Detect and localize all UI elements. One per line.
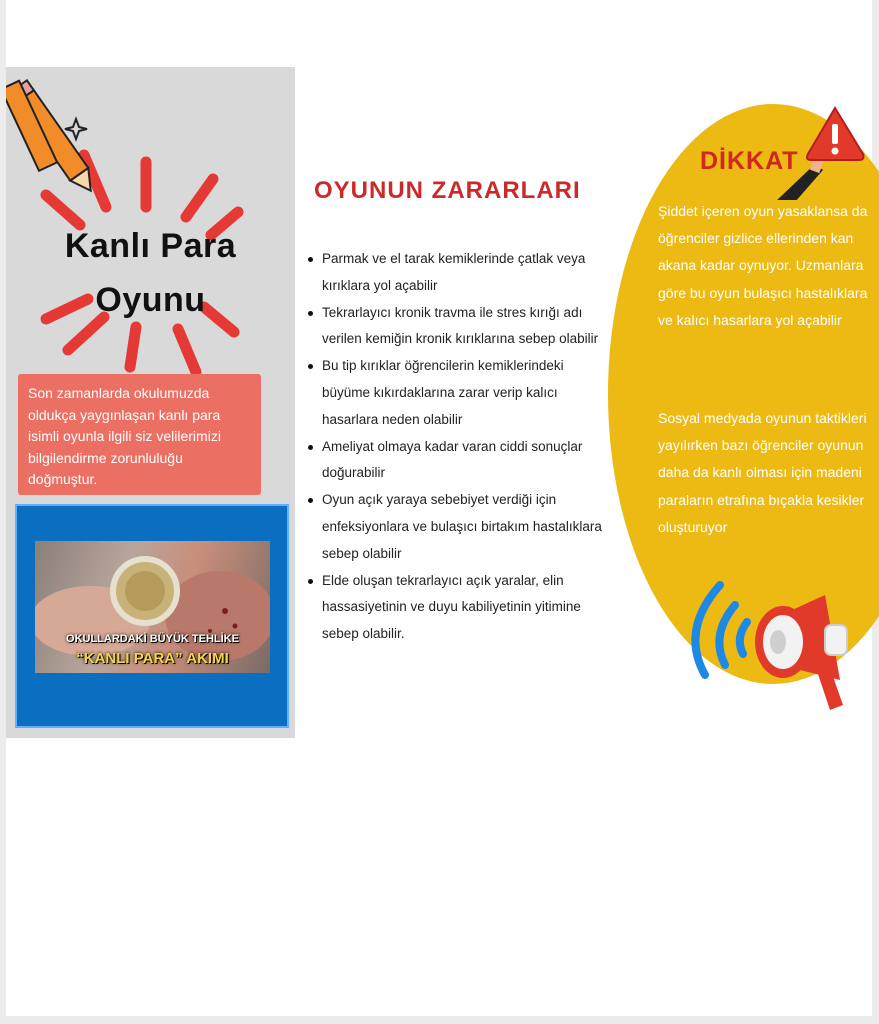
list-item: Tekrarlayıcı kronik travma ile stres kırığı adı verilen kemiğin kronik kırıklarına sebep olabilir <box>322 300 612 354</box>
harms-title: OYUNUN ZARARLARI <box>314 177 581 204</box>
info-text: Son zamanlarda okulumuzda oldukça yaygınlaşan kanlı para isimli oyunla ilgili siz velilerimizi bilgilendirme zorunluluğu doğmuştur. <box>28 385 221 487</box>
news-photo <box>35 541 270 673</box>
left-panel <box>6 67 295 738</box>
list-item: Bu tip kırıklar öğrencilerin kemiklerindeki büyüme kıkırdaklarına zarar verip kalıcı hasarlara neden olabilir <box>322 353 612 433</box>
title-line-1: Kanlı Para <box>64 227 237 265</box>
photo-caption-2: “KANLI PARA” AKIMI <box>76 650 229 667</box>
warning-paragraph-2: Sosyal medyada oyunun taktikleri yayılırken bazı öğrenciler oyunun daha da kanlı olması için madeni paraların etrafına bıçakla kesikler oluşturuyor <box>658 410 867 535</box>
title-line-2: Oyunu <box>95 281 206 319</box>
warning-paragraph-1: Şiddet içeren oyun yasaklansa da öğrenciler gizlice ellerinden kan akana kadar oynuyor. Uzmanlara göre bu oyun bulaşıcı hastalıklara ve kalıcı hasarlara yol açabilir <box>658 203 868 328</box>
list-item: Oyun açık yaraya sebebiyet verdiği için enfeksiyonlara ve bulaşıcı birtakım hastalıklara sebep olabilir <box>322 487 612 567</box>
info-box <box>18 374 261 495</box>
list-item: Parmak ve el tarak kemiklerinde çatlak veya kırıklara yol açabilir <box>322 246 612 300</box>
list-item: Elde oluşan tekrarlayıcı açık yaralar, elin hassasiyetinin ve duyu kabiliyetinin yitimine sebep olabilir. <box>322 568 612 648</box>
dikkat-heading: DİKKAT <box>700 147 799 175</box>
photo-caption-1: OKULLARDAKİ BÜYÜK TEHLİKE <box>66 633 239 645</box>
list-item: Ameliyat olmaya kadar varan ciddi sonuçlar doğurabilir <box>322 434 612 488</box>
image-frame <box>15 504 289 728</box>
harms-list <box>322 246 612 648</box>
megaphone-icon <box>675 570 875 720</box>
